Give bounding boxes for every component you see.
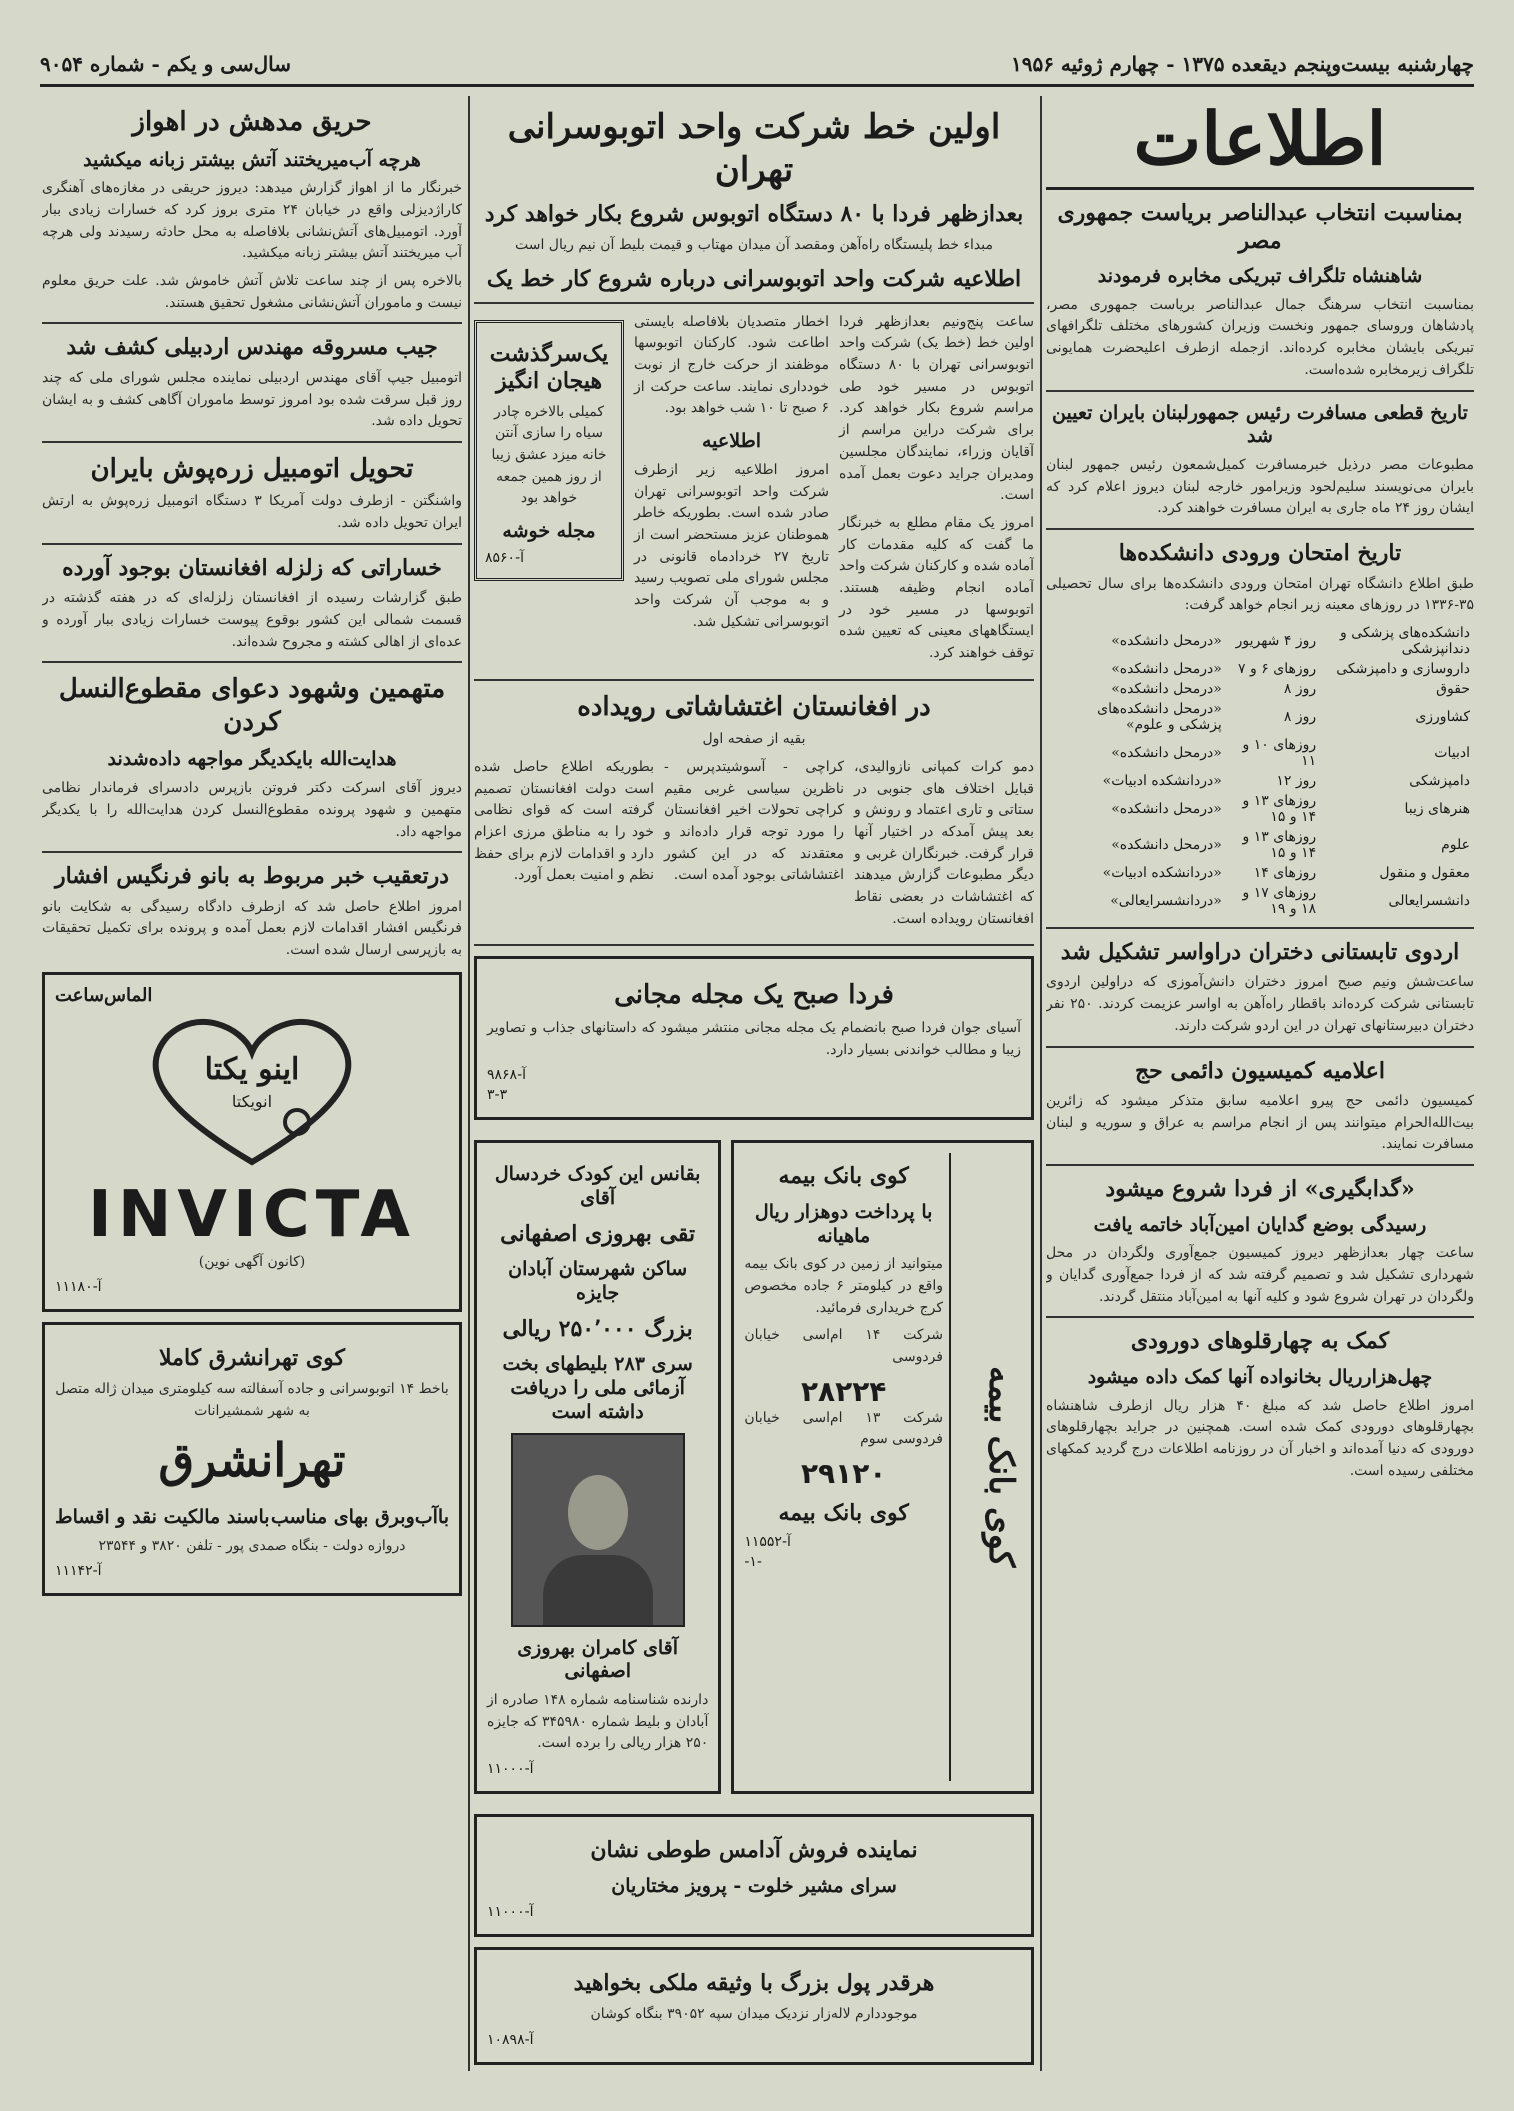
schedule-row — [1046, 827, 1474, 863]
bus-notice-title: اطلاعیه — [702, 430, 761, 453]
schedule-date: روز ۱۲ — [1276, 772, 1317, 789]
article-damage: طبق گزارشات رسیده از افغانستان زلزله‌ای که در هفته گذشته در قسمت شمالی این کشور بوقوع پیوست خسارات زیادی ببار آورده و عده‌ای از اهالی کشته و مجروح شده‌اند. — [42, 590, 462, 650]
article-afghan-b: کراچی - آسوشیتدپرس - ناظرین سیاسی غربی مقیم کراچی تحولات اخیر افغانستان را مورد توجه قرار داده‌اند و معتقدند که در این کشور اغتشاشاتی بوجود آمده است. — [664, 758, 844, 884]
lottery-amount: بزرگ ۲۵۰٬۰۰۰ ریالی — [502, 1315, 693, 1342]
ad-insurance — [731, 1140, 1034, 1794]
ad-tehran-terms: باآب‌وبرق بهای مناسب — [270, 1505, 449, 1528]
ad-insurance-office1: شرکت ۱۴ ام‌اسی خیابان فردوسی — [744, 1327, 943, 1365]
ad-magazine-code: آ-۹۸۶۸ — [487, 1067, 527, 1084]
schedule-place: «درمحل دانشکده» — [1111, 632, 1222, 649]
divider — [474, 679, 1034, 681]
ad-insurance-code: آ-۱۱۵۵۲ — [744, 1533, 791, 1550]
article-accused: دیروز آقای اسرکت دکتر فروتن بازپرس دادسرای فرماندار نظامی متهمین و شهود پرونده مقطوع‌النسل کردن هدایت‌الله را با یکدیگر مواجهه داد. — [42, 780, 462, 840]
schedule-field: حقوق — [1436, 680, 1470, 697]
article-beggars: ساعت چهار بعدازظهر دیروز کمیسیون جمع‌آوری ولگردان در محل شهرداری تشکیل شد و تصمیم گرفته شد که از فردا جمع‌آوری گدایان و ولگردان در تهران شروع شود و کلیه آنها به امین‌آباد منتقل گردند. — [1046, 1245, 1474, 1305]
invicta-brand-logo: INVICTA — [88, 1177, 416, 1252]
invicta-agency: (کانون آگهی نوین) — [198, 1253, 306, 1270]
issue-number: چهارشنبه بیست‌وپنجم دیقعده ۱۳۷۵ - چهارم ژوئیه ۱۹۵۶ — [1010, 52, 1474, 76]
subhead-bus: بعدازظهر فردا با ۸۰ دستگاه اتوبوس شروع بکار خواهد کرد — [484, 201, 1024, 227]
invicta-tagline: الماس‌ساعت — [55, 984, 153, 1006]
schedule-date: روزهای ۱۷ و ۱۸ و ۱۹ — [1242, 884, 1317, 917]
headline-damage: خساراتی که زلزله افغانستان بوجود آورده — [62, 554, 442, 581]
article-bus-c: اخطار متصدیان بلافاصله بایستی اطاعت شود. کارکنان اتوبوسها موظفند از حرکت خارج از نوبت خودداری نمایند. ساعت حرکت از ۶ صبح تا ۱۰ شب خواهد بود. — [634, 313, 829, 417]
ad-tehran-body: باخط ۱۴ اتوبوسرانی و جاده آسفالته سه کیلومتری میدان ژاله متصل به شهر شمشیرانات — [55, 1380, 449, 1419]
divider — [474, 944, 1034, 946]
schedule-date: روزهای ۶ و ۷ — [1238, 660, 1317, 677]
ad-tehran-contact: دروازه دولت - بنگاه صمدی پور - تلفن ۳۸۲۰ و ۲۳۵۴۴ — [98, 1537, 406, 1554]
schedule-row — [1046, 699, 1474, 735]
schedule-field: دامپزشکی — [1409, 772, 1470, 789]
ad-insurance-price: با پرداخت دوهزار ریال ماهیانه — [754, 1200, 933, 1247]
article-lebanon: مطبوعات مصر درذیل خبرمسافرت کمیل‌شمعون رئیس جمهور لبنان بایران می‌نویسند سلیم‌لحود وزیرامور خارجه لبنان دیروز اعلام کرد که ایشان روز ۲۴ ماه جاری به ایران مسافرت خواهند کرد. — [1046, 457, 1474, 517]
schedule-row — [1046, 679, 1474, 699]
divider — [1046, 390, 1474, 392]
article-bus-notice: امروز اطلاعیه زیر ازطرف شرکت واحد اتوبوسرانی تهران صادر شده است. بطوریکه خاطر هموطنان عزیز مستحضر است از تاریخ ۲۷ خردادماه قانونی در مجلس شورای ملی تصویب رسید و به موجب آن شرکت واحد اتوبوسرانی تشکیل شد. — [634, 461, 829, 630]
date-bar — [40, 44, 1474, 87]
ad-insurance-phone1: ۲۸۲۲۴ — [800, 1374, 887, 1408]
article-theft: اتومبیل جیپ آقای مهندس اردبیلی نماینده مجلس شورای ملی که چند روز قبل سرقت شده بود امروز توسط ماموران آگاهی کشف و به ایشان تحویل داده شد. — [42, 369, 462, 430]
headline-accused: متهمین وشهود دعوای مقطوع‌النسل کردن — [58, 674, 446, 737]
schedule-place: «دردانشکده ادبیات» — [1102, 772, 1222, 789]
schedule-field: هنرهای زیبا — [1404, 800, 1470, 817]
schedule-date: روز ۴ شهریور — [1235, 632, 1317, 649]
ad-story-title: یک‌سرگذشت هیجان انگیز — [489, 340, 609, 395]
ad-insurance-title: کوی بانک بیمه — [778, 1163, 909, 1190]
divider — [42, 543, 462, 545]
headline-exam: تاریخ امتحان ورودی دانشکده‌ها — [1118, 540, 1402, 567]
afghan-article-columns — [474, 757, 1034, 937]
ad-chewing-body: سرای مشیر خلوت - پرویز مختاریان — [611, 1874, 897, 1897]
ad-insurance-side-text: کوی بانک بیمه — [949, 1153, 1021, 1781]
schedule-place: «درمحل دانشکده» — [1111, 680, 1222, 697]
schedule-field: داروسازی و دامپزشکی — [1336, 660, 1470, 677]
headline-nasser: بمناسبت انتخاب عبدالناصر بریاست جمهوری مصر — [1057, 200, 1463, 254]
schedule-date: روز ۸ — [1283, 680, 1317, 697]
headline-frangis: درتعقیب خبر مربوط به بانو فرنگیس افشار — [54, 863, 450, 890]
ad-tehran-code: آ-۱۱۱۴۲ — [55, 1563, 102, 1580]
headline-fire: حریق مدهش در اهواز — [132, 107, 372, 137]
schedule-row — [1046, 659, 1474, 679]
ad-insurance-phone2: ۲۹۱۲۰ — [800, 1457, 887, 1491]
schedule-place: «درمحل دانشکده» — [1111, 800, 1222, 817]
schedule-row — [1046, 735, 1474, 771]
ad-loan — [474, 1947, 1034, 2064]
schedule-place: «درمحل دانشکده» — [1111, 660, 1222, 677]
column-divider — [468, 96, 470, 2071]
schedule-field: دانشکده‌های پزشکی و دندانپزشکی — [1340, 624, 1470, 657]
ad-loan-body: موجوددارم لاله‌زار نزدیک میدان سپه ۳۹۰۵۲ بنگاه کوشان — [590, 2005, 918, 2022]
schedule-place: «دردانشسرایعالی» — [1110, 892, 1222, 909]
schedule-date: روزهای ۱۳ و ۱۴ و ۱۵ — [1242, 828, 1317, 861]
article-afghan-a: دمو کرات کمپانی نازوالیدی، قبایل اختلاف های جنوبی در ستاتی و تاری اعتماد و رونش و بعد پیش آمدکه در اختیار آنها قرار گرفت. خبرنگاران غربی و دیگر مطبوعات گزارش میدهند که اغتشاشات در بعضی نقاط افغانستان رویداده است. — [854, 758, 1034, 927]
ad-story-body: کمیلی بالاخره چادر سیاه را سازی آنتن خانه میزد عشق زیبا از روز همین جمعه خواهد بود — [491, 403, 607, 507]
article-armored: واشنگتن - ازطرف دولت آمریکا ۳ دستگاه اتومبیل زره‌پوش به ارتش ایران تحویل داده شد. — [42, 493, 462, 532]
schedule-date: روزهای ۱۰ و ۱۱ — [1242, 736, 1317, 769]
ad-chewing-code: آ-۱۱۰۰۰ — [487, 1904, 534, 1921]
headline-theft: جیب مسروقه مهندس اردبیلی کشف شد — [66, 334, 438, 361]
ad-magazine-code2: ۳-۳ — [487, 1087, 508, 1104]
article-fire-2: بالاخره پس از چند ساعت تلاش آتش خاموش شد. علت حریق معلوم نیست و ماموران آتش‌نشانی مشغول تحقیق هستند. — [42, 273, 462, 311]
schedule-place: «درمحل دانشکده» — [1111, 744, 1222, 761]
headline-hajj: اعلامیه کمیسیون دائمی حج — [1134, 1057, 1386, 1084]
article-bus-a: ساعت پنج‌ونیم بعدازظهر فردا اولین خط (خط یک) شرکت واحد اتوبوسرانی تهران با ۸۰ دستگاه اتوبوس در مسیر خود طی مراسم شروع بکار خواهد کرد. برای شرکت دراین مراسم از آقایان وزراء، نمایندگان مجلسین ومدیران جراید دعوت بعمل آمده است. — [839, 313, 1034, 504]
ad-insurance-office2: شرکت ۱۳ ام‌اسی خیابان فردوسی سوم — [744, 1409, 943, 1448]
bus-route-line: مبداء خط پلیستگاه راه‌آهن ومقصد آن میدان مهتاب و قیمت بلیط آن نیم ریال است — [514, 236, 993, 253]
divider — [42, 851, 462, 853]
subhead-accused: هدایت‌الله بایکدیگر مواجهه داده‌شدند — [107, 748, 397, 771]
schedule-row — [1046, 791, 1474, 827]
ad-loan-code: آ-۱۰۸۹۸ — [487, 2031, 534, 2048]
article-frangis: امروز اطلاع حاصل شد که ازطرف دادگاه رسیدگی به شکایت بانو فرنگیس افشار اقدامات لازم بعمل آمده و پرونده برای تکمیل تحقیقات به بازپرسی ارسال شده است. — [42, 898, 462, 959]
subhead-nasser: شاهنشاه تلگراف تبریکی مخابره فرمودند — [1097, 265, 1423, 287]
divider — [42, 322, 462, 324]
ad-tehran-brand: تهرانشرق — [158, 1433, 346, 1488]
left-column — [42, 96, 462, 2071]
ad-insurance-body: میتوانید از زمین در کوی بانک بیمه واقع در کیلومتر ۶ جاده مخصوص کرج خریداری فرمائید. — [744, 1256, 943, 1316]
ad-chewing-title: نماینده فروش آدامس طوطی نشان — [590, 1837, 918, 1864]
afghan-continued: بقیه از صفحه اول — [702, 731, 806, 748]
lottery-code: آ-۱۱۰۰۰ — [487, 1761, 534, 1778]
ad-tehran-title: کوی تهرانشرق کاملا — [159, 1345, 345, 1372]
ad-tehran-terms-row — [55, 1496, 449, 1536]
schedule-place: «دردانشکده ادبیات» — [1102, 864, 1222, 881]
ad-tehran-terms2: باسند مالکیت نقد و اقساط — [55, 1505, 270, 1528]
ad-lottery-winner — [474, 1140, 721, 1794]
ad-magazine-title: فردا صبح یک مجله مجانی — [614, 980, 894, 1011]
headline-afghan: در افغانستان اغتشاشاتی رویداده — [577, 691, 931, 722]
photo-caption: آقای کامران بهروزی اصفهانی — [517, 1636, 679, 1683]
article-exam: طبق اطلاع دانشگاه تهران امتحان ورودی دانشکده‌ها برای سال تحصیلی ۳۵-۱۳۳۶ در روزهای معینه زیر انجام خواهد گرفت: — [1046, 575, 1474, 614]
ad-chewing-gum — [474, 1814, 1034, 1937]
exam-schedule-table — [1046, 623, 1474, 919]
right-column — [1046, 96, 1474, 2071]
subhead-beggars: رسیدگی بوضع گدایان امین‌آباد خاتمه یافت — [1093, 1213, 1427, 1236]
schedule-row — [1046, 623, 1474, 659]
schedule-date: روزهای ۱۴ — [1253, 864, 1317, 881]
headline-bus-notice: اطلاعیه شرکت واحد اتوبوسرانی درباره شروع کار خط یک — [486, 266, 1022, 293]
ad-free-magazine — [474, 956, 1034, 1120]
divider — [42, 441, 462, 443]
masthead-logo: اطلاعات — [1046, 96, 1474, 190]
article-afghan-c: بطوریکه اطلاع حاصل شده است دولت افغانستان تصمیم گرفته است که قوای نظامی خود را به مناطق مرزی اعزام دارد و اقدامات لازم برای حفظ نظم و امنیت بعمل آورد. — [474, 758, 654, 884]
headline-lebanon: تاریخ قطعی مسافرت رئیس جمهورلبنان بایران تعیین شد — [1052, 401, 1468, 448]
lottery-body: دارنده شناسنامه شماره ۱۴۸ صادره از آبادان و بلیط شماره ۳۴۵۹۸۰ که جایزه ۲۵۰ هزار ریالی را برده است. — [487, 1692, 709, 1752]
article-fire: خبرنگار ما از اهواز گزارش میدهد: دیروز حریقی در مغازه‌های آهنگری کاراژدیزلی واقع در خیابان ۲۴ متری بروز کرد که خسارات زیادی ببار آورد. اتومبیل‌های آتش‌نشانی بلافاصله به محل حادثه رسیدند ولی هرچه آب میریختند آتش بیشتر زبانه میکشید. — [42, 180, 462, 262]
lottery-subtitle: ساکن شهرستان آبادان جایزه — [508, 1258, 688, 1304]
divider — [474, 302, 1034, 304]
schedule-date: روز ۸ — [1283, 708, 1317, 725]
article-hajj: کمیسیون دائمی حج پیرو اعلامیه سابق متذکر میشود که زائرین بیت‌الله‌الحرام میتوانند پس از انجام مراسم به عراق و سوریه و لبنان مسافرت نمایند. — [1046, 1093, 1474, 1153]
divider — [1046, 927, 1474, 929]
ad-insurance-code2: -۱- — [744, 1553, 762, 1570]
article-quads: امروز اطلاع حاصل شد که مبلغ ۴۰ هزار ریال ازطرف شاهنشاه بچهارقلوهای دورودی کمک شده است. همچنین در جراید بچهارقلوهای دورودی که دنیا آمده‌اند و اخبار آن در روزنامه اطلاعات درج گردید کمکهای مختلفی رسیده است. — [1046, 1397, 1474, 1479]
article-nasser: بمناسبت انتخاب سرهنگ جمال عبدالناصر بریاست جمهوری مصر، پادشاهان وروسای جمهور ونخست وزیران کشورهای مختلف تلگرافهای تبریکی بایشان مخابره کرده‌اند. ازجمله ازطرف اعلیحضرت همایونی تلگراف زیرمخابره شده‌است. — [1046, 296, 1474, 378]
subhead-quads: چهل‌هزارریال بخانواده آنها کمک داده میشود — [1087, 1365, 1433, 1388]
schedule-field: معقول و منقول — [1379, 864, 1470, 881]
column-divider — [1040, 96, 1042, 2071]
ad-invicta — [42, 972, 462, 1313]
ad-story-footer: مجله خوشه — [502, 520, 596, 543]
schedule-row — [1046, 863, 1474, 883]
headline-bus: اولین خط شرکت واحد اتوبوسرانی تهران — [507, 107, 1001, 190]
schedule-date: روزهای ۱۳ و ۱۴ و ۱۵ — [1242, 792, 1317, 825]
lower-ads-row — [474, 1130, 1034, 1804]
ad-loan-title: هرقدر پول بزرگ با وثیقه ملکی بخواهید — [573, 1970, 935, 1997]
lottery-title: بقانس این کودک خردسال آقای — [494, 1163, 701, 1209]
schedule-place: «درمحل دانشکده» — [1111, 836, 1222, 853]
divider — [1046, 528, 1474, 530]
ad-magazine-body: آسیای جوان فردا صبح بانضمام یک مجله مجانی منتشر میشود که داستانهای جذاب و تصاویر زیبا و مطالب خواندنی بسیار دارد. — [487, 1019, 1021, 1058]
bus-article-columns — [474, 312, 1034, 671]
schedule-place: «درمحل دانشکده‌های پزشکی و علوم» — [1097, 700, 1222, 733]
schedule-field: دانشسرایعالی — [1388, 892, 1470, 909]
schedule-row — [1046, 771, 1474, 791]
publication-date: سال‌سی و یکم - شماره ۹۰۵۴ — [40, 52, 292, 76]
middle-column — [474, 96, 1034, 2071]
invicta-persian-sub: انویکتا — [231, 1091, 273, 1111]
ad-insurance-footer: کوی بانک بیمه — [778, 1500, 909, 1527]
schedule-field: ادبیات — [1434, 744, 1470, 761]
ad-story-code: آ-۸۵۶۰ — [485, 549, 525, 566]
ad-story-box — [474, 320, 624, 581]
divider — [1046, 1316, 1474, 1318]
divider — [1046, 1046, 1474, 1048]
child-photo — [511, 1433, 685, 1627]
headline-quads: کمک به چهارقلوهای دورودی — [1130, 1328, 1390, 1355]
lottery-winner-name: تقی بهروزی اصفهانی — [500, 1220, 696, 1247]
invicta-code: آ-۱۱۱۸۰ — [55, 1279, 102, 1296]
article-camp: ساعت‌شش ونیم صبح امروز دختران دانش‌آموزی که دراولین اردوی تابستانی شرکت کرده‌اند باقطار راه‌آهن به اواسر عزیمت کردند. ۲۵۰ نفر دختران دبیرستانهای تهران در این اردو شرکت دارند. — [1046, 974, 1474, 1034]
schedule-row — [1046, 883, 1474, 919]
schedule-field: علوم — [1441, 836, 1470, 853]
subhead-fire: هرچه آب‌میریختند آتش بیشتر زبانه میکشید — [83, 148, 421, 171]
ad-tehran-east — [42, 1322, 462, 1596]
schedule-field: کشاورزی — [1415, 708, 1470, 725]
headline-camp: اردوی تابستانی دختران دراواسر تشکیل شد — [1060, 938, 1460, 965]
headline-beggars: «گدابگیری» از فردا شروع میشود — [1105, 1176, 1415, 1203]
invicta-persian-logo: اینو یکتا — [204, 1051, 300, 1087]
heart-watch-illustration — [127, 1012, 377, 1172]
headline-armored: تحویل اتومبیل زره‌پوش بایران — [90, 453, 414, 484]
divider — [42, 661, 462, 663]
lottery-series: سری ۲۸۳ بلیطهای بخت آزمائی ملی را دریافت داشته است — [502, 1353, 693, 1423]
article-bus-b: امروز یک مقام مطلع به خبرنگار ما گفت که کلیه مقدمات کار آماده شده و کارکنان شرکت واحد آماده انجام وظیفه هستند. اتوبوسها در مسیر خود در ایستگاههای معینی که تعیین شده توقف خواهند کرد. — [839, 514, 1034, 661]
divider — [1046, 1164, 1474, 1166]
